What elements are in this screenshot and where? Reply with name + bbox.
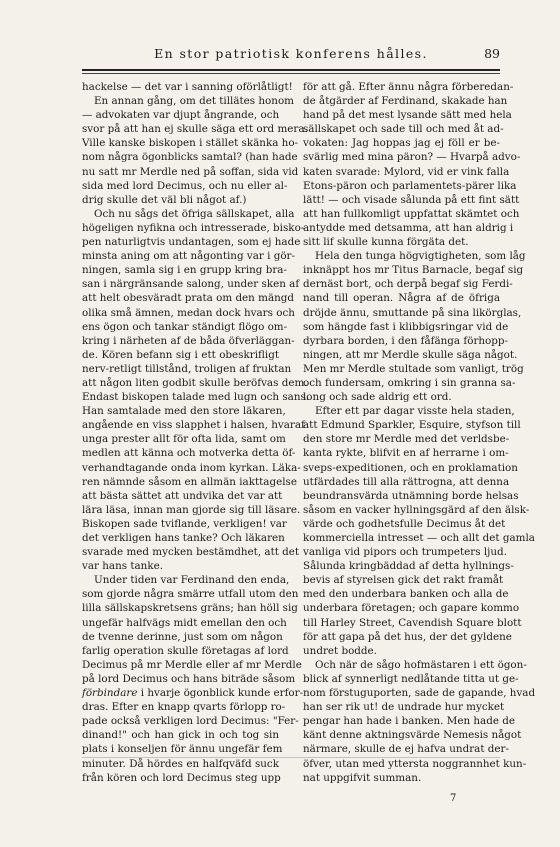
text-line: svärlig med mina päron? — Hvarpå advo- (303, 151, 521, 164)
text-line: han ser rik ut! de undrade hur mycket (303, 701, 505, 714)
text-line: från kören och lord Decimus steg upp (82, 771, 281, 784)
text-line: san i närgränsande salong, under sken af (82, 278, 300, 291)
text-line: verhandtagande onda inom kyrkan. Läka- (82, 461, 301, 474)
text-line: nerv-retligt tillstånd, troligen af fruktan (82, 362, 292, 375)
text-line: underbara företagen; och gapare kommo (303, 602, 520, 615)
text-line: nand till operan. Några af de öfriga (303, 292, 500, 305)
text-line: svarade med mycken bestämdhet, att det (82, 546, 300, 559)
text-line: dernäst bort, och derpå begaf sig Ferdi- (303, 278, 513, 291)
text-line: Efter ett par dagar visste hela staden, (315, 405, 515, 418)
text-line: för att gapa på det hus, der det gyldene (303, 630, 512, 643)
text-line: nat uppgifvit summan. (303, 771, 422, 784)
text-line: kanta rykte, blifvit en af herrarne i om- (303, 447, 509, 460)
right-column (303, 80, 536, 785)
text-line: som gjorde några smärre utfall utom den (82, 588, 299, 601)
text-line: öfver, utan med yttersta noggrannhet kun- (303, 757, 527, 770)
page-number: 89 (484, 46, 500, 61)
text-line: En annan gång, om det tillätes honom (94, 95, 294, 108)
text-line: farlig operation skulle företagas af lord (82, 644, 289, 657)
text-line: long och sade aldrig ett ord. (303, 391, 452, 404)
text-line: minuter. Då hördes en halfqväfd suck (82, 757, 279, 770)
text-line: unga prester allt för ofta lida, samt om (82, 433, 286, 446)
text-line: att han fullkomligt uppfattat skämtet och (303, 207, 520, 220)
text-line: pengar han hade i banken. Men hade de (303, 715, 516, 728)
text-line: pade också verkligen lord Decimus: "Fer- (82, 715, 299, 728)
text-line: minsta aning om att någonting var i gör- (82, 250, 296, 263)
text-line: på lord Decimus och hans biträde såsom (82, 672, 296, 685)
text-line: nu satt mr Merdle ned på soffan, sida vid (82, 165, 299, 178)
text-line: kommerciella intresset — och allt det gamla (303, 532, 535, 544)
text-line: det verkligen hans tanke? Och läkaren (82, 532, 285, 544)
text-line: bevis af styrelsen gick det rakt framåt (303, 574, 504, 587)
text-line: drig skulle det väl bli något af.) (82, 193, 247, 206)
paragraph (82, 80, 293, 94)
text-line: ens ögon och tankar ständigt flögo om- (82, 320, 288, 333)
text-line: att någon liten godbit skulle beröfvas dem. (82, 376, 308, 389)
text-line: Ville kanske biskopen i stället skänka ho- (82, 137, 299, 150)
text-line: medlen att känna och motverka detta öf- (82, 447, 296, 460)
text-line: var hans tanke. (82, 560, 163, 573)
text-line: lilla sällskapskretsens gräns; han höll sig (82, 602, 298, 615)
text-line: Decimus på mr Merdle eller af mr Merdle (82, 658, 302, 671)
text-line: hand på det mest lysande sätt med hela (303, 109, 512, 122)
text-line: katen svarade: Mylord, vid er vink falla (303, 165, 510, 178)
running-header (82, 46, 500, 68)
text-line: svor på att han ej skulle säga ett ord mera. (82, 123, 308, 136)
text-line: nom förstuguporten, sade de gapande, hvad (303, 687, 536, 700)
text-line: sällskapet och sade till och med åt ad- (303, 123, 504, 136)
text-line: antydde med detsamma, att han aldrig i (303, 221, 514, 234)
text-line: såsom en vacker hyllningsgärd af den älsk- (303, 503, 530, 516)
text-line: sveps-expeditionen, och en proklamation (303, 461, 518, 474)
text-line: som hängde fast i klibbigsringar vid de (303, 320, 509, 333)
text-line: högeligen nyfikna och intresserade, bisko- (82, 221, 305, 234)
text-line: Etons-päron och parlamentets-pärer lika (303, 179, 517, 192)
text-line: förbindare i hvarje ögonblick kunde erfor- (82, 687, 304, 700)
text-line: Under tiden var Ferdinand den enda, (94, 574, 290, 587)
text-line: ningen, att mr Merdle skulle säga något. (303, 348, 518, 361)
paragraph (303, 249, 526, 404)
text-line: pen naturligtvis undantagen, som ej hade (82, 236, 301, 249)
text-line: Och nu sågs det öfriga sällskapet, alla (94, 207, 295, 220)
text-line: Endast biskopen talade med lugn och sans. (82, 391, 310, 404)
text-line: värde och godhetsfulle Decimus åt det (303, 517, 506, 530)
text-line: — advokaten var djupt ångrande, och (82, 109, 280, 122)
text-line: att helt obesväradt prata om den mängd (82, 292, 295, 305)
text-line: dras. Efter en knapp qvarts förlopp ro- (82, 701, 286, 714)
column-gutter (292, 80, 293, 750)
text-line: att bästa sättet att undvika det var att (82, 489, 283, 502)
left-column (82, 80, 310, 785)
text-line: Och när de sågo hofmästaren i ett ögon- (315, 658, 527, 671)
text-line: vokaten: Jag hoppas jag ej föll er be- (303, 137, 500, 150)
text-line: för att gå. Efter ännu några förberedan- (303, 81, 514, 93)
text-line: dyrbara borden, i den fåfänga förhopp- (303, 334, 509, 347)
running-title: En stor patriotisk konferens hålles. (154, 46, 428, 61)
text-line: och fundersam, omkring i sin granna sa- (303, 376, 516, 389)
text-line: olika små ämnen, medan dock hvars och (82, 306, 295, 319)
text-line: ningen, samla sig i en grupp kring bra- (82, 264, 287, 277)
text-line: Biskopen sade tviflande, verkligen! var (82, 517, 287, 530)
signature-mark: 7 (450, 793, 457, 804)
text-line: att Edmund Sparkler, Esquire, styfson till (303, 419, 521, 432)
paragraph (82, 94, 308, 207)
text-line: den store mr Merdle med det verldsbe- (303, 433, 510, 446)
text-line: Men mr Merdle stultade som vanligt, trög (303, 362, 524, 375)
text-line: sida med lord Decimus, och nu eller al- (82, 179, 288, 192)
paragraph (82, 573, 304, 784)
paragraph (303, 404, 535, 658)
text-line: nom några ögonblicks samtal? (han hade (82, 151, 298, 164)
text-line: angående en viss slapphet i halsen, hvaraf (82, 419, 305, 432)
text-line: lära läsa, innan man gjorde sig till läsare. (82, 503, 301, 516)
text-line: utfärdades till alla rättrogna, att denna (303, 475, 510, 488)
header-rule-thin (82, 73, 500, 74)
text-line: Hela den tunga högvigtigheten, som låg (315, 250, 526, 263)
text-line: Sålunda kringbäddad af detta hyllnings- (303, 560, 514, 573)
text-line: kring i närheten af de båda öfverläggan- (82, 334, 295, 347)
paragraph (303, 658, 536, 785)
paragraph (303, 80, 521, 249)
text-line: Han samtalade med den store läkaren, (82, 405, 286, 418)
text-line: ungefär halfvägs midt emellan den och (82, 616, 287, 629)
text-line: sitt lif skulle kunna förgäta det. (303, 236, 469, 249)
text-line: dinand!" och han gick in och tog sin (82, 729, 279, 742)
text-line: de åtgärder af Ferdinand, skakade han (303, 95, 508, 108)
text-line: till Harley Street, Cavendish Square blott (303, 616, 522, 629)
text-line: känt denne aktningsvärde Nemesis något (303, 729, 522, 742)
text-line: med den underbara banken och alla de (303, 588, 509, 601)
text-line: blick af synnerligt nedlåtande titta ut ge- (303, 672, 519, 685)
text-line: dröjde ännu, smuttande på sina likörglas, (303, 306, 522, 319)
text-line: lätt! — och visade sålunda på ett fint sätt (303, 193, 520, 206)
text-line: närmare, skulle de ej hafva undrat der- (303, 743, 509, 756)
text-line: beundransvärda utnämning borde helsas (303, 489, 519, 502)
text-line: hackelse — det var i sanning oförlåtligt! (82, 81, 293, 93)
text-line: de. Kören befann sig i ett obeskrifligt (82, 348, 279, 361)
text-line: inknäppt hos mr Titus Barnacle, begaf sig (303, 264, 524, 277)
text-line: plats i konseljen för ännu ungefär fem (82, 743, 283, 756)
text-line: undret bodde. (303, 644, 377, 657)
paragraph (82, 207, 310, 573)
footer-rule (82, 757, 500, 758)
text-line: de tvenne derinne, just som om någon (82, 630, 283, 643)
text-line: vanliga vid pipors och trumpeters ljud. (303, 546, 507, 559)
text-line: ren nämnde såsom en allmän iakttagelse (82, 475, 297, 488)
header-rule-thick (82, 69, 500, 71)
